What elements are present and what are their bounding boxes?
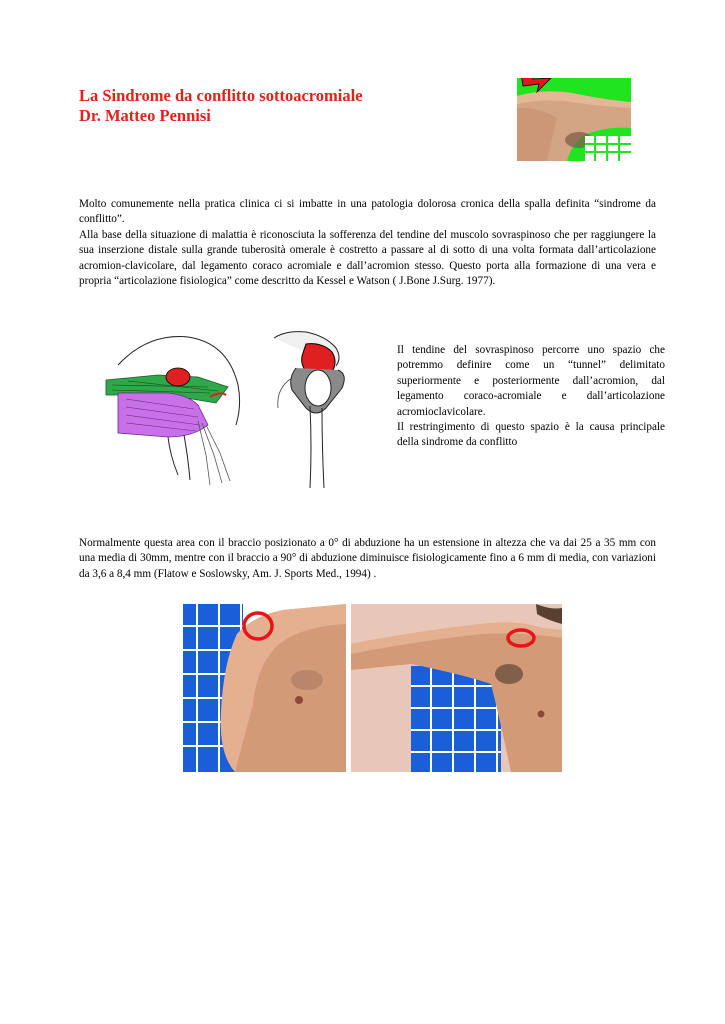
- title-line-1: La Sindrome da conflitto sottoacromiale: [79, 86, 363, 105]
- author-line: Dr. Matteo Pennisi: [79, 106, 211, 125]
- intro-paragraph-2: Alla base della situazione di malattia è riconosciuta la sofferenza del tendine del muscolo sovraspinoso che per raggiungere la sua inserzione distale sulla grande tuberosità omerale è costretto a passare al di sotto di una volta formata dall’articolazione acromion-clavicolare, dal legamento coraco acromiale e dall’acromion stesso. Questo porta alla formazione di una vera e propria “articolazione fisiologica” come descritto da Kessel e Watson ( J.Bone J.Surg. 1977).: [79, 228, 656, 288]
- measurement-paragraph: Normalmente questa area con il braccio posizionato a 0° di abduzione ha un estensione in altezza che va dai 25 a 35 mm con una media di 30mm, mentre con il braccio a 90° di abduzione diminuisce fisiologicamente fino a 6 mm di media, con variazioni da 3,6 a 8,4 mm (Flatow e Soslowsky, Am. J. Sports Med., 1994) .: [79, 537, 656, 580]
- intro-text: [79, 197, 656, 289]
- shoulder-anatomy-illustration: [98, 325, 246, 490]
- measurement-text: [79, 536, 656, 582]
- intro-paragraph-1: Molto comunemente nella pratica clinica ci si imbatte in una patologia dolorosa cronica della spalla definita “sindrome da conflitto”.: [79, 198, 656, 226]
- photo-arm-90-degrees: [351, 604, 562, 772]
- header-shoulder-photo: [517, 78, 631, 161]
- page-title: [79, 86, 363, 126]
- photo-arm-0-degrees: [183, 604, 346, 772]
- tunnel-text: [397, 343, 665, 451]
- glenoid-cross-section-illustration: [266, 328, 358, 493]
- tunnel-paragraph-1: Il tendine del sovraspinoso percorre uno spazio che potremmo definire come un “tunnel” delimitato superiormente e posteriormente dall’acromion, dal legamento coraco-acromiale e dall’articolazione acromioclavicolare.: [397, 344, 665, 418]
- lightning-icon: [519, 78, 553, 94]
- tunnel-paragraph-2: Il restringimento di questo spazio è la causa principale della sindrome da conflitto: [397, 421, 665, 449]
